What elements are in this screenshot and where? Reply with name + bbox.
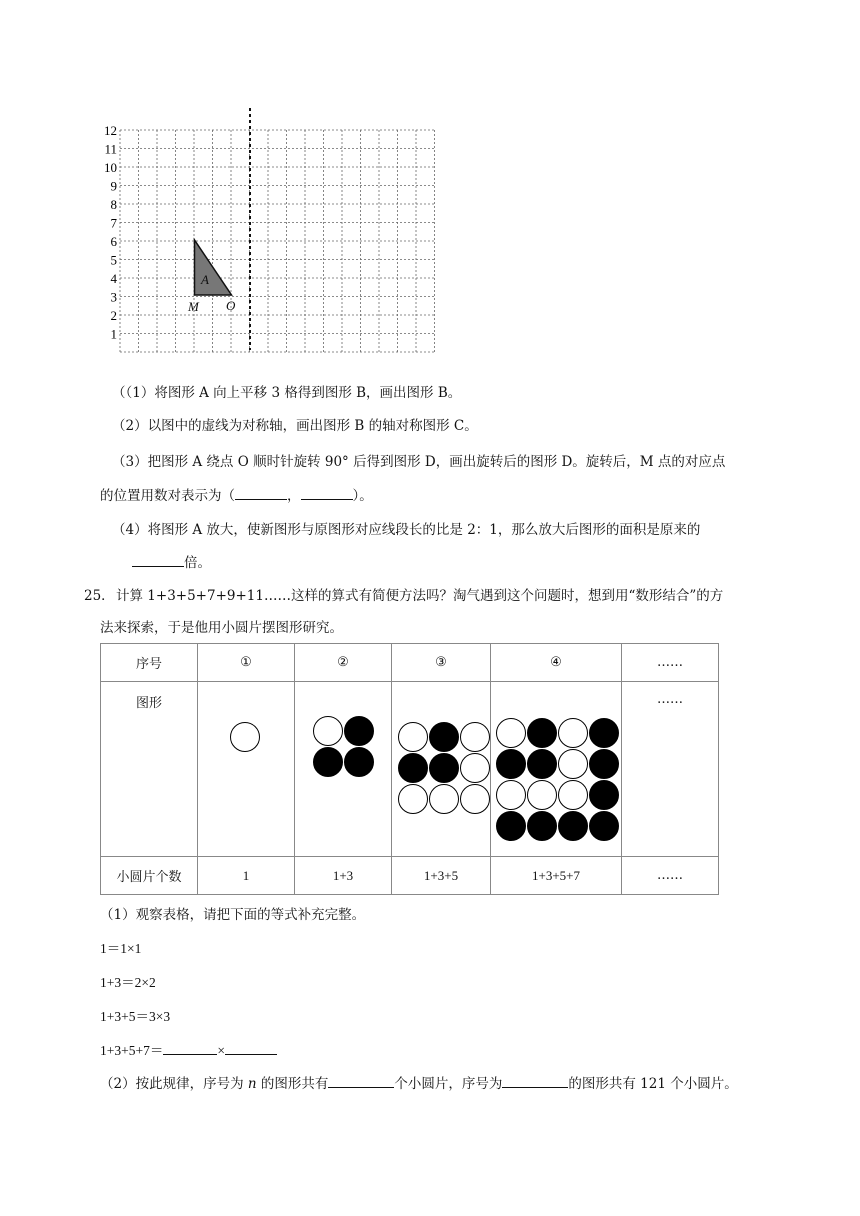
q25-sub2 — [100, 1072, 738, 1092]
black-disc — [344, 716, 374, 746]
q24-part4-line1: （4）将图形 A 放大，使新图形与原图形对应线段长的比是 2：1，那么放大后图形的面积是原来的 — [112, 522, 701, 538]
white-disc — [558, 780, 588, 810]
black-disc — [589, 718, 619, 748]
q24-part3-line1: （3）把图形 A 绕点 O 顺时针旋转 90° 后得到图形 D，画出旋转后的图形 D。旋转后，M 点的对应点 — [112, 454, 726, 470]
q25-sub2-text1: （2）按此规律，序号为 — [100, 1076, 244, 1092]
y-tick-label: 8 — [110, 197, 117, 212]
black-disc — [527, 811, 557, 841]
q24-part2: （2）以图中的虚线为对称轴，画出图形 B 的轴对称图形 C。 — [112, 418, 478, 434]
y-tick-label: 6 — [110, 234, 117, 249]
white-disc — [398, 784, 428, 814]
q25-sub1: （1）观察表格，请把下面的等式补充完整。 — [100, 907, 366, 923]
seq-more: …… — [622, 644, 719, 682]
q24-part1: （（1）将图形 A 向上平移 3 格得到图形 B，画出图形 B。 — [112, 385, 462, 401]
equation-2: 1+3＝2×2 — [100, 975, 156, 990]
count-4: 1+3+5+7 — [491, 857, 622, 895]
shape-cell-2 — [295, 682, 392, 857]
white-disc — [558, 718, 588, 748]
black-disc — [527, 718, 557, 748]
white-disc — [460, 753, 490, 783]
row-header-count: 小圆片个数 — [101, 857, 198, 895]
y-tick-label: 7 — [110, 215, 117, 231]
shape-cell-4 — [491, 682, 622, 857]
q24-part3-line2 — [100, 484, 373, 504]
black-disc — [429, 753, 459, 783]
q24-part4-line2 — [132, 551, 211, 571]
equation-3: 1+3+5＝3×3 — [100, 1009, 171, 1024]
white-disc — [496, 718, 526, 748]
y-tick-label: 5 — [110, 252, 117, 268]
equation-4-left: 1+3+5+7＝ — [100, 1043, 164, 1058]
white-disc — [460, 784, 490, 814]
y-tick-label: 10 — [104, 160, 117, 175]
y-tick-label: 11 — [104, 141, 117, 157]
seq-3: ③ — [392, 644, 491, 682]
white-disc — [527, 780, 557, 810]
white-disc — [496, 780, 526, 810]
answer-blank-m-y[interactable] — [301, 485, 353, 500]
black-disc — [558, 811, 588, 841]
equation-4-times: × — [217, 1043, 225, 1058]
y-axis-labels — [104, 123, 118, 342]
q25-intro-line1: 计算 1+3+5+7+9+11……这样的算式有简便方法吗？淘气遇到这个问题时，想到用“数形结合”的方 — [116, 588, 724, 604]
q25-sub2-text4: 的图形共有 121 个小圆片。 — [568, 1076, 738, 1092]
row-header-shape: 图形 — [101, 682, 198, 857]
q25-number: 25． — [84, 588, 115, 604]
shape-cell-3 — [392, 682, 491, 857]
answer-blank-m-x[interactable] — [235, 485, 287, 500]
seq-2: ② — [295, 644, 392, 682]
black-disc — [429, 722, 459, 752]
grid-lines — [120, 130, 435, 352]
q24-part3-text3: ）。 — [352, 488, 373, 504]
variable-n: n — [247, 1076, 257, 1092]
count-more: …… — [622, 857, 719, 895]
answer-blank-area-ratio[interactable] — [132, 552, 184, 567]
black-disc — [398, 753, 428, 783]
black-disc — [313, 747, 343, 777]
answer-blank-seq-121[interactable] — [502, 1073, 568, 1088]
count-3: 1+3+5 — [392, 857, 491, 895]
point-m-label: M — [188, 299, 199, 314]
triangle-label-a: A — [201, 272, 209, 287]
y-tick-label: 3 — [110, 289, 117, 305]
count-1: 1 — [198, 857, 295, 895]
q25-sub2-text3: 个小圆片，序号为 — [394, 1076, 503, 1092]
black-disc — [589, 749, 619, 779]
answer-blank-factor2[interactable] — [225, 1040, 277, 1055]
answer-blank-count-n[interactable] — [328, 1073, 394, 1088]
white-disc — [429, 784, 459, 814]
seq-1: ① — [198, 644, 295, 682]
sequence-table — [100, 643, 719, 895]
seq-4: ④ — [491, 644, 622, 682]
y-tick-label: 4 — [110, 271, 117, 286]
y-tick-label: 9 — [110, 178, 117, 194]
shape-cell-1 — [198, 682, 295, 857]
white-disc — [313, 716, 343, 746]
black-disc — [344, 747, 374, 777]
black-disc — [589, 811, 619, 841]
white-disc — [558, 749, 588, 779]
q24-part4-text: 倍。 — [184, 555, 211, 571]
answer-blank-factor1[interactable] — [163, 1040, 217, 1055]
shape-more: …… — [622, 682, 719, 857]
equation-1: 1＝1×1 — [100, 941, 142, 956]
white-disc — [460, 722, 490, 752]
white-disc — [230, 722, 260, 752]
count-2: 1+3 — [295, 857, 392, 895]
point-o-label: O — [226, 298, 236, 313]
q24-part3-text2: ， — [287, 488, 301, 504]
coordinate-grid-figure — [100, 100, 445, 375]
black-disc — [496, 811, 526, 841]
equation-4 — [100, 1039, 277, 1059]
q25-sub2-text2: 的图形共有 — [260, 1076, 329, 1092]
y-tick-label: 12 — [104, 123, 117, 138]
q24-part3-text1: 的位置用数对表示为（ — [100, 488, 235, 504]
row-header-seq: 序号 — [101, 644, 198, 682]
q25-intro-line2: 法来探索，于是他用小圆片摆图形研究。 — [100, 620, 343, 636]
black-disc — [496, 749, 526, 779]
black-disc — [527, 749, 557, 779]
black-disc — [589, 780, 619, 810]
y-tick-label: 2 — [110, 308, 117, 323]
white-disc — [398, 722, 428, 752]
y-tick-label: 1 — [110, 326, 117, 342]
